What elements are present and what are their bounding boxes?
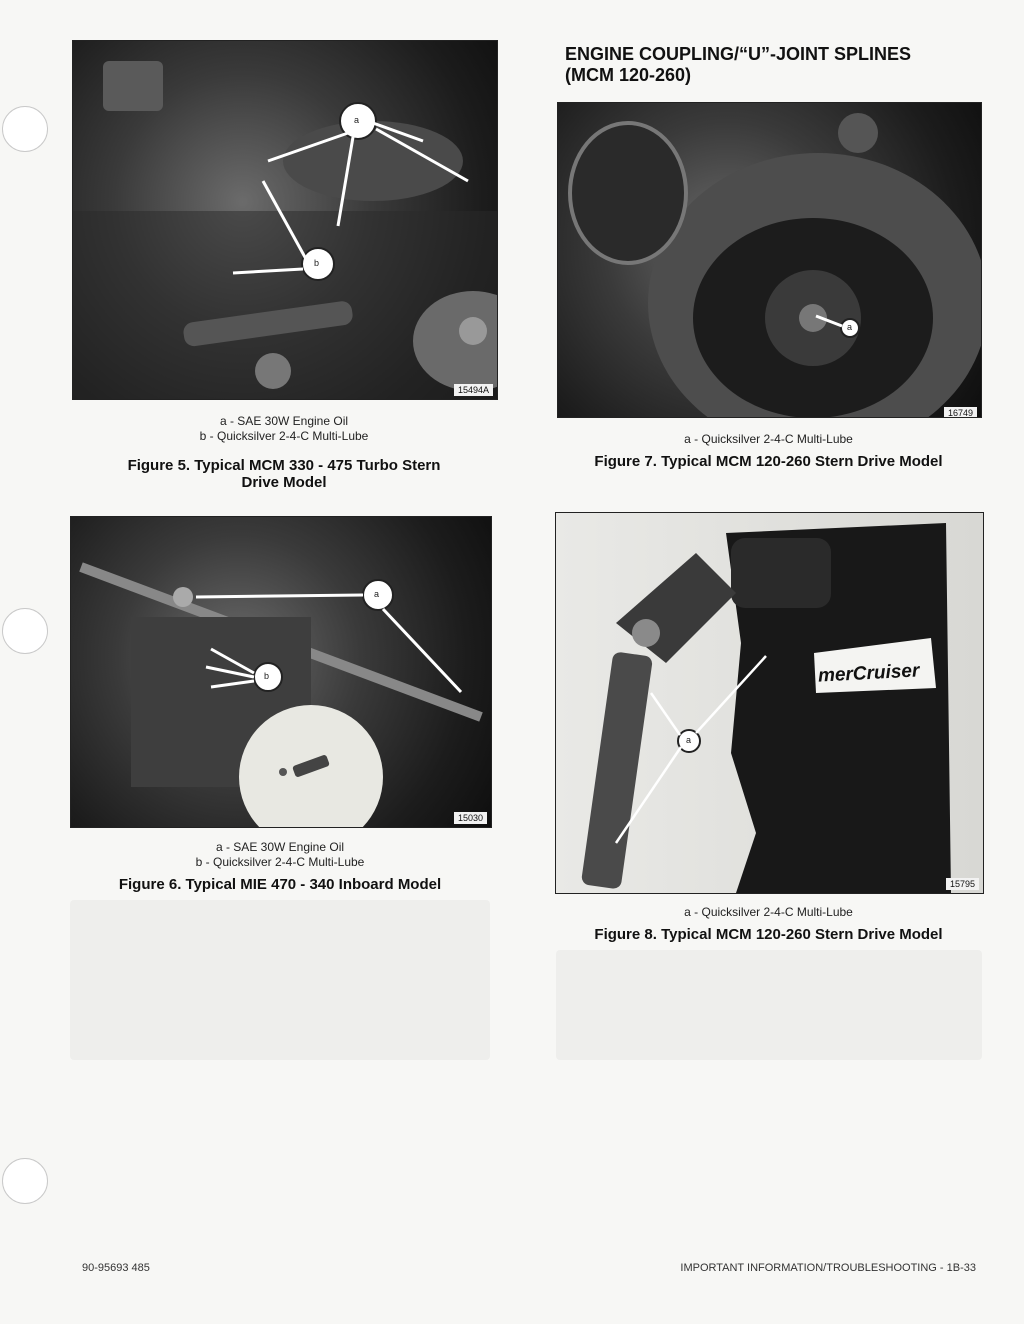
figure-8-photo-number: 15795 — [946, 878, 979, 890]
figure-6-callout-a: a — [374, 589, 380, 599]
figure-8-photo — [555, 512, 984, 894]
figure-7-photo-number: 16749 — [944, 407, 977, 418]
figure-7-legend-a: a - Quicksilver 2-4-C Multi-Lube — [684, 432, 853, 446]
figure-6-illustration — [71, 517, 491, 827]
figure-8-legend — [555, 905, 982, 920]
figure-5-legend-a: a - SAE 30W Engine Oil — [219, 414, 349, 428]
figure-5-caption-line1: Figure 5. Typical MCM 330 - 475 Turbo Stern — [127, 457, 441, 474]
figure-7-callout-a: a — [847, 322, 853, 332]
figure-5-photo-number: 15494A — [454, 384, 493, 396]
bleed-through-area-left — [70, 900, 490, 1060]
section-heading-line1: ENGINE COUPLING/“U”-JOINT SPLINES — [565, 44, 912, 64]
figure-7-photo — [557, 102, 982, 418]
figure-5-caption — [72, 457, 496, 491]
section-heading — [565, 44, 995, 86]
figure-5-photo — [72, 40, 498, 400]
figure-6-legend — [70, 840, 490, 870]
mercruiser-logo: merCruiser — [817, 660, 920, 687]
figure-6-photo-number: 15030 — [454, 812, 487, 824]
figure-6-caption: Figure 6. Typical MIE 470 - 340 Inboard Model — [118, 876, 442, 893]
figure-7-illustration — [558, 103, 981, 417]
figure-5-caption-line2: Drive Model — [241, 474, 327, 491]
figure-7-caption: Figure 7. Typical MCM 120-260 Stern Drive Model — [594, 453, 943, 470]
figure-6-callout-b: b — [264, 671, 270, 681]
figure-6-legend-b: b - Quicksilver 2-4-C Multi-Lube — [195, 855, 365, 869]
bleed-through-area-right — [556, 950, 982, 1060]
figure-5-illustration — [73, 41, 497, 399]
figure-6-photo — [70, 516, 492, 828]
binder-hole-top — [2, 106, 48, 152]
figure-6-legend-a: a - SAE 30W Engine Oil — [215, 840, 345, 854]
binder-hole-bottom — [2, 1158, 48, 1204]
figure-8-callout-a: a — [686, 735, 692, 745]
figure-7-legend — [557, 432, 980, 447]
figure-8-legend-a: a - Quicksilver 2-4-C Multi-Lube — [684, 905, 853, 919]
figure-5-legend — [72, 414, 496, 444]
figure-8-illustration — [556, 513, 983, 893]
figure-5-callout-b: b — [314, 258, 320, 268]
footer-document-number: 90-95693 485 — [82, 1262, 150, 1274]
section-heading-line2: (MCM 120-260) — [565, 65, 692, 85]
binder-hole-middle — [2, 608, 48, 654]
footer-page-label: IMPORTANT INFORMATION/TROUBLESHOOTING - 1B-33 — [680, 1262, 976, 1274]
figure-5-callout-a: a — [354, 115, 360, 125]
figure-5-legend-b: b - Quicksilver 2-4-C Multi-Lube — [199, 429, 369, 443]
figure-8-caption: Figure 8. Typical MCM 120-260 Stern Drive Model — [594, 926, 943, 943]
